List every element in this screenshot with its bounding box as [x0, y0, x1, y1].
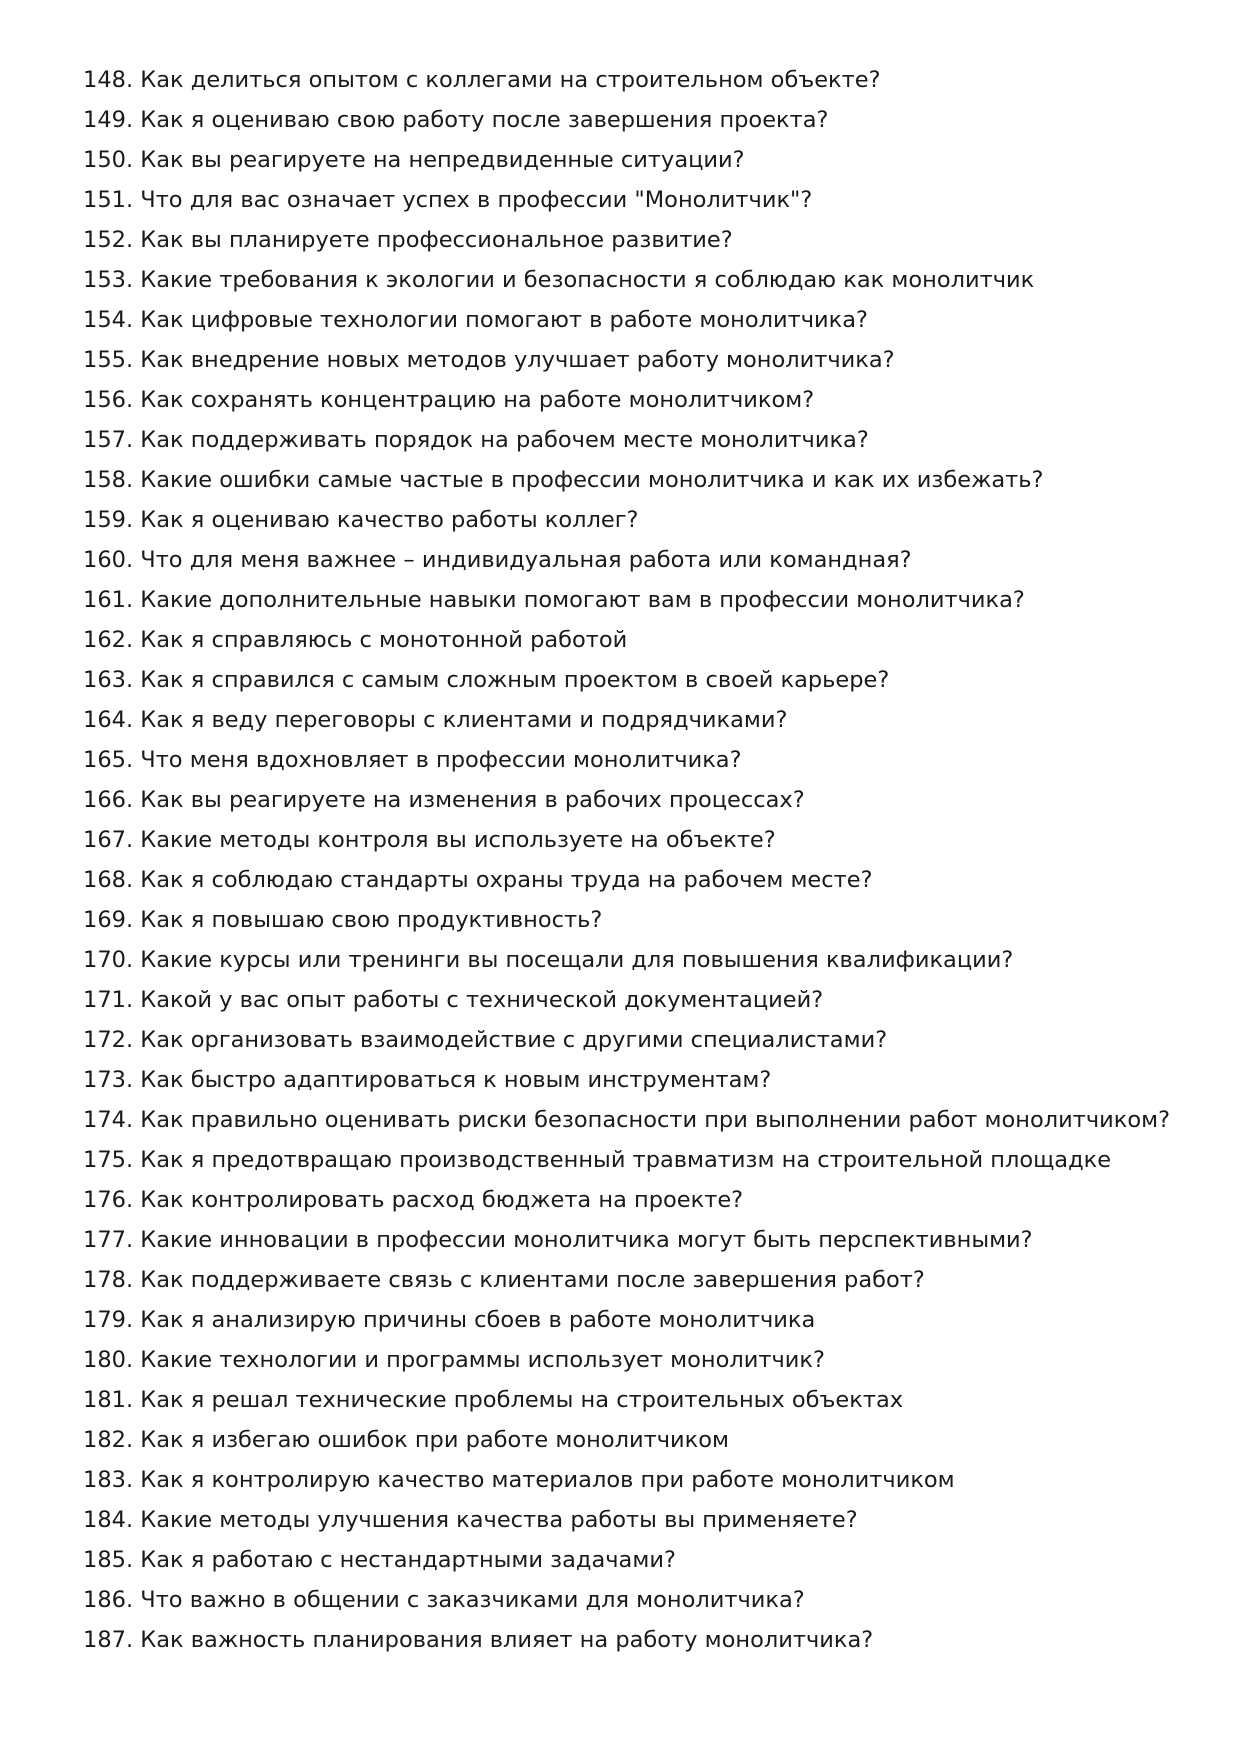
question-text: Как я оцениваю качество работы коллег?: [140, 507, 639, 533]
question-item: [83, 1060, 1203, 1100]
question-text: Как правильно оценивать риски безопасности при выполнении работ монолитчиком?: [140, 1107, 1171, 1133]
question-number: 183.: [83, 1467, 134, 1493]
question-text: Как я справляюсь с монотонной работой: [140, 627, 628, 653]
question-text: Что важно в общении с заказчиками для монолитчика?: [140, 1587, 805, 1613]
question-item: [83, 820, 1203, 860]
question-text: Как делиться опытом с коллегами на строительном объекте?: [140, 67, 881, 93]
question-number: 160.: [83, 547, 134, 573]
question-number: 171.: [83, 987, 134, 1013]
question-text: Как внедрение новых методов улучшает работу монолитчика?: [140, 347, 895, 373]
question-item: [83, 60, 1203, 100]
question-number: 170.: [83, 947, 134, 973]
question-item: [83, 660, 1203, 700]
question-item: [83, 220, 1203, 260]
question-number: 162.: [83, 627, 134, 653]
question-item: [83, 1220, 1203, 1260]
question-item: [83, 1460, 1203, 1500]
question-item: [83, 1580, 1203, 1620]
question-number: 186.: [83, 1587, 134, 1613]
question-item: [83, 1380, 1203, 1420]
question-text: Какие дополнительные навыки помогают вам в профессии монолитчика?: [140, 587, 1025, 613]
question-number: 158.: [83, 467, 134, 493]
question-number: 179.: [83, 1307, 134, 1333]
question-text: Какие курсы или тренинги вы посещали для повышения квалификации?: [140, 947, 1014, 973]
question-text: Какие методы контроля вы используете на объекте?: [140, 827, 776, 853]
question-number: 164.: [83, 707, 134, 733]
question-item: [83, 100, 1203, 140]
question-item: [83, 940, 1203, 980]
question-item: [83, 980, 1203, 1020]
question-number: 161.: [83, 587, 134, 613]
question-item: [83, 1020, 1203, 1060]
question-text: Как я справился с самым сложным проектом в своей карьере?: [140, 667, 890, 693]
question-number: 172.: [83, 1027, 134, 1053]
question-item: [83, 460, 1203, 500]
question-number: 149.: [83, 107, 134, 133]
question-number: 180.: [83, 1347, 134, 1373]
question-item: [83, 500, 1203, 540]
question-text: Как я повышаю свою продуктивность?: [140, 907, 603, 933]
question-text: Какие технологии и программы использует монолитчик?: [140, 1347, 825, 1373]
question-text: Как я избегаю ошибок при работе монолитчиком: [140, 1427, 729, 1453]
question-text: Как важность планирования влияет на работу монолитчика?: [140, 1627, 874, 1653]
question-item: [83, 300, 1203, 340]
question-text: Какие методы улучшения качества работы вы применяете?: [140, 1507, 858, 1533]
question-text: Как сохранять концентрацию на работе монолитчиком?: [140, 387, 815, 413]
question-number: 157.: [83, 427, 134, 453]
question-number: 154.: [83, 307, 134, 333]
question-number: 166.: [83, 787, 134, 813]
question-text: Что для вас означает успех в профессии "Монолитчик"?: [140, 187, 813, 213]
question-item: [83, 140, 1203, 180]
question-text: Как я работаю с нестандартными задачами?: [140, 1547, 676, 1573]
question-number: 182.: [83, 1427, 134, 1453]
question-number: 153.: [83, 267, 134, 293]
question-text: Как контролировать расход бюджета на проекте?: [140, 1187, 744, 1213]
question-item: [83, 1300, 1203, 1340]
question-item: [83, 1500, 1203, 1540]
question-item: [83, 580, 1203, 620]
question-text: Как вы реагируете на изменения в рабочих процессах?: [140, 787, 805, 813]
question-number: 151.: [83, 187, 134, 213]
question-number: 155.: [83, 347, 134, 373]
question-text: Какие требования к экологии и безопасности я соблюдаю как монолитчик: [140, 267, 1035, 293]
question-text: Что меня вдохновляет в профессии монолитчика?: [140, 747, 742, 773]
question-text: Как я предотвращаю производственный травматизм на строительной площадке: [140, 1147, 1112, 1173]
question-item: [83, 420, 1203, 460]
question-text: Как я веду переговоры с клиентами и подрядчиками?: [140, 707, 788, 733]
question-text: Какие инновации в профессии монолитчика могут быть перспективными?: [140, 1227, 1033, 1253]
question-item: [83, 260, 1203, 300]
question-text: Как цифровые технологии помогают в работе монолитчика?: [140, 307, 868, 333]
question-item: [83, 700, 1203, 740]
question-item: [83, 1140, 1203, 1180]
question-item: [83, 540, 1203, 580]
question-item: [83, 780, 1203, 820]
question-text: Как я контролирую качество материалов при работе монолитчиком: [140, 1467, 955, 1493]
question-item: [83, 380, 1203, 420]
question-text: Как быстро адаптироваться к новым инструментам?: [140, 1067, 772, 1093]
question-number: 176.: [83, 1187, 134, 1213]
question-item: [83, 620, 1203, 660]
question-number: 148.: [83, 67, 134, 93]
question-item: [83, 1180, 1203, 1220]
question-number: 163.: [83, 667, 134, 693]
question-text: Как вы реагируете на непредвиденные ситуации?: [140, 147, 745, 173]
question-number: 168.: [83, 867, 134, 893]
question-item: [83, 180, 1203, 220]
question-item: [83, 1420, 1203, 1460]
question-item: [83, 860, 1203, 900]
question-item: [83, 900, 1203, 940]
question-number: 152.: [83, 227, 134, 253]
question-text: Как я решал технические проблемы на строительных объектах: [140, 1387, 904, 1413]
question-text: Какой у вас опыт работы с технической документацией?: [140, 987, 824, 1013]
question-number: 184.: [83, 1507, 134, 1533]
question-number: 174.: [83, 1107, 134, 1133]
question-text: Что для меня важнее – индивидуальная работа или командная?: [140, 547, 912, 573]
question-number: 150.: [83, 147, 134, 173]
question-text: Какие ошибки самые частые в профессии монолитчика и как их избежать?: [140, 467, 1044, 493]
question-number: 173.: [83, 1067, 134, 1093]
question-number: 167.: [83, 827, 134, 853]
question-number: 156.: [83, 387, 134, 413]
question-item: [83, 1100, 1203, 1140]
question-number: 165.: [83, 747, 134, 773]
question-text: Как я анализирую причины сбоев в работе монолитчика: [140, 1307, 816, 1333]
question-item: [83, 1340, 1203, 1380]
question-number: 175.: [83, 1147, 134, 1173]
question-number: 185.: [83, 1547, 134, 1573]
question-number: 178.: [83, 1267, 134, 1293]
question-item: [83, 740, 1203, 780]
question-text: Как вы планируете профессиональное развитие?: [140, 227, 733, 253]
question-list: [83, 60, 1203, 1660]
question-item: [83, 1540, 1203, 1580]
question-number: 181.: [83, 1387, 134, 1413]
question-item: [83, 1620, 1203, 1660]
question-number: 177.: [83, 1227, 134, 1253]
question-text: Как поддерживать порядок на рабочем месте монолитчика?: [140, 427, 869, 453]
question-number: 159.: [83, 507, 134, 533]
question-text: Как я оцениваю свою работу после завершения проекта?: [140, 107, 829, 133]
question-text: Как я соблюдаю стандарты охраны труда на рабочем месте?: [140, 867, 873, 893]
question-text: Как организовать взаимодействие с другими специалистами?: [140, 1027, 888, 1053]
question-item: [83, 1260, 1203, 1300]
question-item: [83, 340, 1203, 380]
question-text: Как поддерживаете связь с клиентами после завершения работ?: [140, 1267, 925, 1293]
question-number: 169.: [83, 907, 134, 933]
question-number: 187.: [83, 1627, 134, 1653]
